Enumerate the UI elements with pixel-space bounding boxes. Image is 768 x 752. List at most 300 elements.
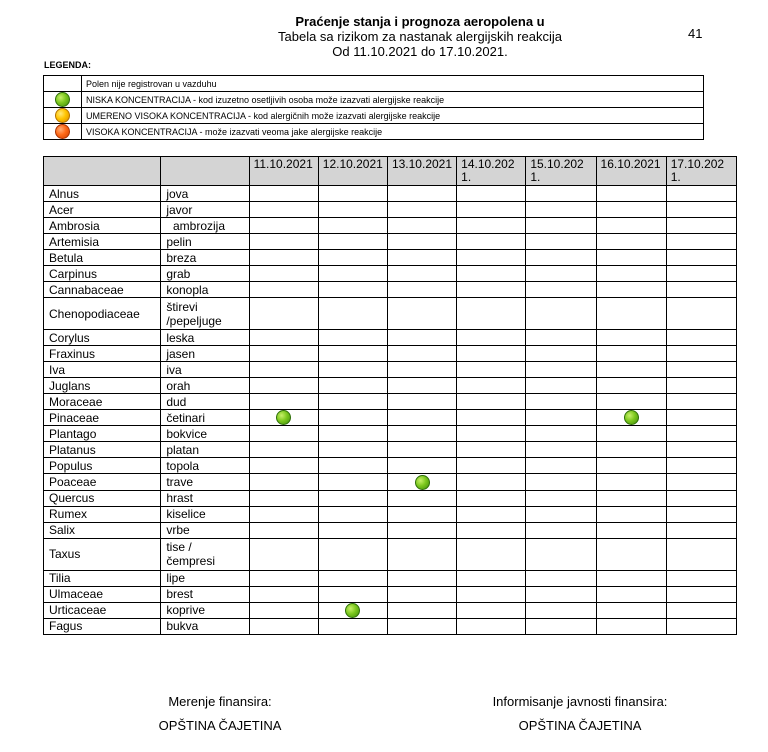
- concentration-cell: [666, 282, 736, 298]
- legend-label: LEGENDA:: [44, 60, 91, 70]
- concentration-cell: [318, 506, 387, 522]
- concentration-cell: [457, 426, 526, 442]
- date-header-cell: 11.10.2021: [249, 157, 318, 186]
- local-name-cell: vrbe: [161, 522, 249, 538]
- concentration-cell: [526, 266, 596, 282]
- concentration-cell: [387, 234, 456, 250]
- local-name-cell: javor: [161, 202, 249, 218]
- concentration-cell: [387, 394, 456, 410]
- document-period: Od 11.10.2021 do 17.10.2021.: [332, 44, 508, 59]
- concentration-cell: [666, 250, 736, 266]
- concentration-cell: [387, 202, 456, 218]
- concentration-cell: [596, 602, 666, 618]
- concentration-cell: [318, 490, 387, 506]
- concentration-cell: [249, 458, 318, 474]
- concentration-cell: [249, 378, 318, 394]
- table-row: [44, 186, 737, 202]
- concentration-cell: [318, 330, 387, 346]
- local-name-cell: ambrozija: [161, 218, 249, 234]
- table-row: [44, 250, 737, 266]
- concentration-cell: [457, 346, 526, 362]
- concentration-cell: [387, 218, 456, 234]
- concentration-cell: [387, 538, 456, 570]
- concentration-cell: [387, 266, 456, 282]
- latin-name-cell: Rumex: [44, 506, 161, 522]
- latin-name-cell: Tilia: [44, 570, 161, 586]
- concentration-cell: [249, 218, 318, 234]
- concentration-cell: [249, 522, 318, 538]
- concentration-cell: [457, 378, 526, 394]
- legend-swatch-cell: [44, 124, 82, 140]
- concentration-cell: [318, 474, 387, 490]
- concentration-cell: [457, 458, 526, 474]
- concentration-cell: [526, 474, 596, 490]
- concentration-cell: [526, 410, 596, 426]
- concentration-cell: [387, 362, 456, 378]
- concentration-cell: [387, 410, 456, 426]
- concentration-cell: [666, 394, 736, 410]
- concentration-cell: [596, 538, 666, 570]
- concentration-cell: [666, 186, 736, 202]
- concentration-cell: [457, 394, 526, 410]
- concentration-cell: [387, 458, 456, 474]
- concentration-cell: [457, 266, 526, 282]
- concentration-cell: [387, 378, 456, 394]
- latin-name-cell: Fagus: [44, 618, 161, 634]
- local-name-cell: jova: [161, 186, 249, 202]
- concentration-cell: [526, 346, 596, 362]
- latin-name-cell: Fraxinus: [44, 346, 161, 362]
- concentration-cell: [596, 298, 666, 330]
- concentration-cell: [596, 426, 666, 442]
- table-row: [44, 570, 737, 586]
- concentration-cell: [457, 522, 526, 538]
- concentration-cell: [666, 618, 736, 634]
- concentration-cell: [318, 234, 387, 250]
- concentration-cell: [387, 474, 456, 490]
- concentration-cell: [596, 474, 666, 490]
- concentration-cell: [666, 426, 736, 442]
- concentration-cell: [596, 346, 666, 362]
- local-name-cell: kiselice: [161, 506, 249, 522]
- legend-row: [44, 76, 704, 92]
- table-row: [44, 506, 737, 522]
- local-name-cell: bokvice: [161, 426, 249, 442]
- concentration-cell: [387, 330, 456, 346]
- table-row: [44, 330, 737, 346]
- concentration-cell: [318, 218, 387, 234]
- concentration-cell: [318, 410, 387, 426]
- legend-swatch-cell: [44, 76, 82, 92]
- table-row: [44, 490, 737, 506]
- concentration-cell: [387, 522, 456, 538]
- concentration-cell: [526, 522, 596, 538]
- concentration-cell: [666, 218, 736, 234]
- legend-text: Polen nije registrovan u vazduhu: [82, 76, 704, 92]
- concentration-cell: [596, 442, 666, 458]
- footer-right-value: OPŠTINA ČAJETINA: [518, 718, 642, 733]
- concentration-cell: [526, 458, 596, 474]
- latin-name-cell: Ulmaceae: [44, 586, 161, 602]
- concentration-cell: [387, 570, 456, 586]
- latin-name-cell: Ambrosia: [44, 218, 161, 234]
- concentration-cell: [526, 202, 596, 218]
- concentration-cell: [666, 474, 736, 490]
- date-header-cell: 16.10.2021: [596, 157, 666, 186]
- concentration-cell: [249, 202, 318, 218]
- table-row: [44, 234, 737, 250]
- local-name-cell: lipe: [161, 570, 249, 586]
- concentration-cell: [666, 586, 736, 602]
- latin-name-cell: Juglans: [44, 378, 161, 394]
- concentration-cell: [318, 346, 387, 362]
- concentration-cell: [596, 522, 666, 538]
- concentration-cell: [526, 570, 596, 586]
- latin-name-cell: Moraceae: [44, 394, 161, 410]
- local-name-cell: dud: [161, 394, 249, 410]
- concentration-cell: [249, 410, 318, 426]
- local-name-cell: orah: [161, 378, 249, 394]
- concentration-cell: [249, 602, 318, 618]
- concentration-cell: [457, 490, 526, 506]
- concentration-cell: [596, 490, 666, 506]
- local-name-cell: trave: [161, 474, 249, 490]
- concentration-cell: [666, 378, 736, 394]
- concentration-cell: [387, 490, 456, 506]
- concentration-cell: [596, 250, 666, 266]
- table-row: [44, 586, 737, 602]
- latin-name-cell: Platanus: [44, 442, 161, 458]
- concentration-cell: [596, 570, 666, 586]
- table-row: [44, 346, 737, 362]
- concentration-cell: [249, 234, 318, 250]
- concentration-cell: [318, 266, 387, 282]
- concentration-cell: [526, 394, 596, 410]
- concentration-cell: [318, 282, 387, 298]
- table-row: [44, 378, 737, 394]
- concentration-cell: [596, 282, 666, 298]
- concentration-cell: [596, 618, 666, 634]
- concentration-cell: [457, 330, 526, 346]
- latin-name-cell: Betula: [44, 250, 161, 266]
- latin-name-cell: Taxus: [44, 538, 161, 570]
- latin-name-cell: Cannabaceae: [44, 282, 161, 298]
- concentration-cell: [387, 186, 456, 202]
- local-name-cell: jasen: [161, 346, 249, 362]
- concentration-cell: [666, 442, 736, 458]
- concentration-cell: [318, 458, 387, 474]
- green-dot-icon: [55, 92, 70, 107]
- latin-name-cell: Carpinus: [44, 266, 161, 282]
- concentration-cell: [457, 474, 526, 490]
- local-name-cell: platan: [161, 442, 249, 458]
- concentration-cell: [318, 538, 387, 570]
- local-name-cell: konopla: [161, 282, 249, 298]
- concentration-cell: [526, 298, 596, 330]
- table-row: [44, 522, 737, 538]
- table-row: [44, 218, 737, 234]
- concentration-cell: [249, 426, 318, 442]
- table-row: [44, 282, 737, 298]
- concentration-cell: [318, 362, 387, 378]
- concentration-cell: [596, 410, 666, 426]
- local-name-cell: grab: [161, 266, 249, 282]
- legend-text: NISKA KONCENTRACIJA - kod izuzetno osetljivih osoba može izazvati alergijske reakcije: [82, 92, 704, 108]
- table-row: [44, 442, 737, 458]
- concentration-cell: [457, 202, 526, 218]
- concentration-cell: [666, 410, 736, 426]
- concentration-cell: [666, 330, 736, 346]
- table-row: [44, 618, 737, 634]
- local-name-cell: četinari: [161, 410, 249, 426]
- concentration-cell: [249, 586, 318, 602]
- document-subtitle: Tabela sa rizikom za nastanak alergijskih reakcija: [278, 29, 562, 44]
- table-row: [44, 410, 737, 426]
- legend-row: [44, 108, 704, 124]
- concentration-cell: [249, 538, 318, 570]
- concentration-cell: [596, 330, 666, 346]
- legend-table: [43, 75, 704, 140]
- concentration-cell: [666, 362, 736, 378]
- concentration-cell: [387, 426, 456, 442]
- table-row: [44, 394, 737, 410]
- concentration-cell: [596, 202, 666, 218]
- latin-name-cell: Iva: [44, 362, 161, 378]
- latin-name-cell: Chenopodiaceae: [44, 298, 161, 330]
- latin-name-cell: Acer: [44, 202, 161, 218]
- concentration-cell: [457, 234, 526, 250]
- concentration-cell: [249, 474, 318, 490]
- local-name-cell: topola: [161, 458, 249, 474]
- latin-name-cell: Populus: [44, 458, 161, 474]
- green-dot-icon: [624, 410, 639, 425]
- concentration-cell: [249, 346, 318, 362]
- concentration-cell: [457, 442, 526, 458]
- local-name-cell: tise / čempresi: [161, 538, 249, 570]
- concentration-cell: [596, 506, 666, 522]
- local-name-cell: štirevi /pepeljuge: [161, 298, 249, 330]
- document-title: Praćenje stanja i prognoza aeropolena u: [295, 14, 545, 29]
- concentration-cell: [457, 618, 526, 634]
- legend-row: [44, 92, 704, 108]
- local-name-cell: hrast: [161, 490, 249, 506]
- date-header-cell: 12.10.2021: [318, 157, 387, 186]
- latin-name-cell: Quercus: [44, 490, 161, 506]
- concentration-cell: [596, 458, 666, 474]
- local-name-cell: bukva: [161, 618, 249, 634]
- concentration-cell: [387, 282, 456, 298]
- table-row: [44, 602, 737, 618]
- header-blank-cell: [44, 157, 161, 186]
- table-row: [44, 458, 737, 474]
- latin-name-cell: Artemisia: [44, 234, 161, 250]
- concentration-cell: [457, 410, 526, 426]
- concentration-cell: [387, 586, 456, 602]
- concentration-cell: [387, 346, 456, 362]
- legend-text: UMERENO VISOKA KONCENTRACIJA - kod alergičnih može izazvati alergijske reakcije: [82, 108, 704, 124]
- local-name-cell: leska: [161, 330, 249, 346]
- concentration-cell: [387, 442, 456, 458]
- concentration-cell: [526, 490, 596, 506]
- document-header: [160, 14, 680, 59]
- concentration-cell: [318, 426, 387, 442]
- concentration-cell: [596, 586, 666, 602]
- latin-name-cell: Salix: [44, 522, 161, 538]
- concentration-cell: [249, 442, 318, 458]
- concentration-cell: [526, 234, 596, 250]
- concentration-cell: [526, 586, 596, 602]
- concentration-cell: [249, 186, 318, 202]
- latin-name-cell: Plantago: [44, 426, 161, 442]
- concentration-cell: [387, 298, 456, 330]
- green-dot-icon: [345, 603, 360, 618]
- concentration-cell: [249, 282, 318, 298]
- table-row: [44, 538, 737, 570]
- concentration-cell: [318, 618, 387, 634]
- concentration-cell: [457, 218, 526, 234]
- concentration-cell: [666, 506, 736, 522]
- local-name-cell: iva: [161, 362, 249, 378]
- pollen-table: [43, 156, 737, 635]
- concentration-cell: [457, 602, 526, 618]
- concentration-cell: [457, 570, 526, 586]
- footer-left-label: Merenje finansira:: [168, 694, 272, 709]
- concentration-cell: [596, 394, 666, 410]
- concentration-cell: [526, 378, 596, 394]
- local-name-cell: koprive: [161, 602, 249, 618]
- concentration-cell: [526, 618, 596, 634]
- local-name-cell: breza: [161, 250, 249, 266]
- concentration-cell: [666, 522, 736, 538]
- concentration-cell: [318, 522, 387, 538]
- concentration-cell: [526, 506, 596, 522]
- concentration-cell: [526, 330, 596, 346]
- concentration-cell: [457, 362, 526, 378]
- concentration-cell: [318, 186, 387, 202]
- concentration-cell: [666, 490, 736, 506]
- concentration-cell: [526, 426, 596, 442]
- concentration-cell: [526, 250, 596, 266]
- concentration-cell: [666, 538, 736, 570]
- concentration-cell: [457, 250, 526, 266]
- concentration-cell: [249, 394, 318, 410]
- concentration-cell: [666, 202, 736, 218]
- date-header-cell: 14.10.2021.: [457, 157, 526, 186]
- concentration-cell: [387, 602, 456, 618]
- concentration-cell: [387, 618, 456, 634]
- concentration-cell: [249, 506, 318, 522]
- concentration-cell: [249, 298, 318, 330]
- page-number: 41: [688, 26, 703, 41]
- green-dot-icon: [276, 410, 291, 425]
- concentration-cell: [596, 266, 666, 282]
- legend-text: VISOKA KONCENTRACIJA - može izazvati veoma jake alergijske reakcije: [82, 124, 704, 140]
- concentration-cell: [666, 266, 736, 282]
- yellow-dot-icon: [55, 108, 70, 123]
- concentration-cell: [318, 250, 387, 266]
- concentration-cell: [249, 362, 318, 378]
- concentration-cell: [596, 378, 666, 394]
- latin-name-cell: Urticaceae: [44, 602, 161, 618]
- orange-dot-icon: [55, 124, 70, 139]
- concentration-cell: [457, 586, 526, 602]
- concentration-cell: [318, 378, 387, 394]
- concentration-cell: [526, 442, 596, 458]
- concentration-cell: [526, 218, 596, 234]
- concentration-cell: [318, 298, 387, 330]
- concentration-cell: [249, 570, 318, 586]
- table-row: [44, 202, 737, 218]
- footer-left-value: OPŠTINA ČAJETINA: [158, 718, 282, 733]
- concentration-cell: [666, 298, 736, 330]
- concentration-cell: [526, 602, 596, 618]
- local-name-cell: brest: [161, 586, 249, 602]
- concentration-cell: [596, 186, 666, 202]
- concentration-cell: [666, 602, 736, 618]
- local-name-cell: pelin: [161, 234, 249, 250]
- concentration-cell: [249, 250, 318, 266]
- latin-name-cell: Pinaceae: [44, 410, 161, 426]
- concentration-cell: [666, 570, 736, 586]
- latin-name-cell: Alnus: [44, 186, 161, 202]
- concentration-cell: [318, 394, 387, 410]
- concentration-cell: [249, 618, 318, 634]
- concentration-cell: [249, 330, 318, 346]
- concentration-cell: [666, 458, 736, 474]
- concentration-cell: [526, 186, 596, 202]
- concentration-cell: [596, 362, 666, 378]
- concentration-cell: [318, 202, 387, 218]
- date-header-cell: 13.10.2021: [387, 157, 456, 186]
- concentration-cell: [318, 570, 387, 586]
- concentration-cell: [666, 234, 736, 250]
- table-row: [44, 474, 737, 490]
- concentration-cell: [457, 282, 526, 298]
- table-row: [44, 362, 737, 378]
- date-header-cell: 17.10.2021.: [666, 157, 736, 186]
- table-row: [44, 266, 737, 282]
- concentration-cell: [249, 266, 318, 282]
- concentration-cell: [457, 538, 526, 570]
- concentration-cell: [596, 234, 666, 250]
- concentration-cell: [457, 298, 526, 330]
- footer-right-label: Informisanje javnosti finansira:: [492, 694, 668, 709]
- latin-name-cell: Poaceae: [44, 474, 161, 490]
- concentration-cell: [596, 218, 666, 234]
- date-header-cell: 15.10.2021.: [526, 157, 596, 186]
- concentration-cell: [387, 250, 456, 266]
- concentration-cell: [526, 282, 596, 298]
- concentration-cell: [666, 346, 736, 362]
- table-row: [44, 298, 737, 330]
- concentration-cell: [318, 586, 387, 602]
- concentration-cell: [457, 506, 526, 522]
- table-row: [44, 426, 737, 442]
- header-blank-cell: [161, 157, 249, 186]
- concentration-cell: [387, 506, 456, 522]
- concentration-cell: [318, 602, 387, 618]
- concentration-cell: [318, 442, 387, 458]
- legend-swatch-cell: [44, 92, 82, 108]
- legend-swatch-cell: [44, 108, 82, 124]
- legend-row: [44, 124, 704, 140]
- green-dot-icon: [415, 475, 430, 490]
- concentration-cell: [457, 186, 526, 202]
- concentration-cell: [249, 490, 318, 506]
- concentration-cell: [526, 362, 596, 378]
- latin-name-cell: Corylus: [44, 330, 161, 346]
- concentration-cell: [526, 538, 596, 570]
